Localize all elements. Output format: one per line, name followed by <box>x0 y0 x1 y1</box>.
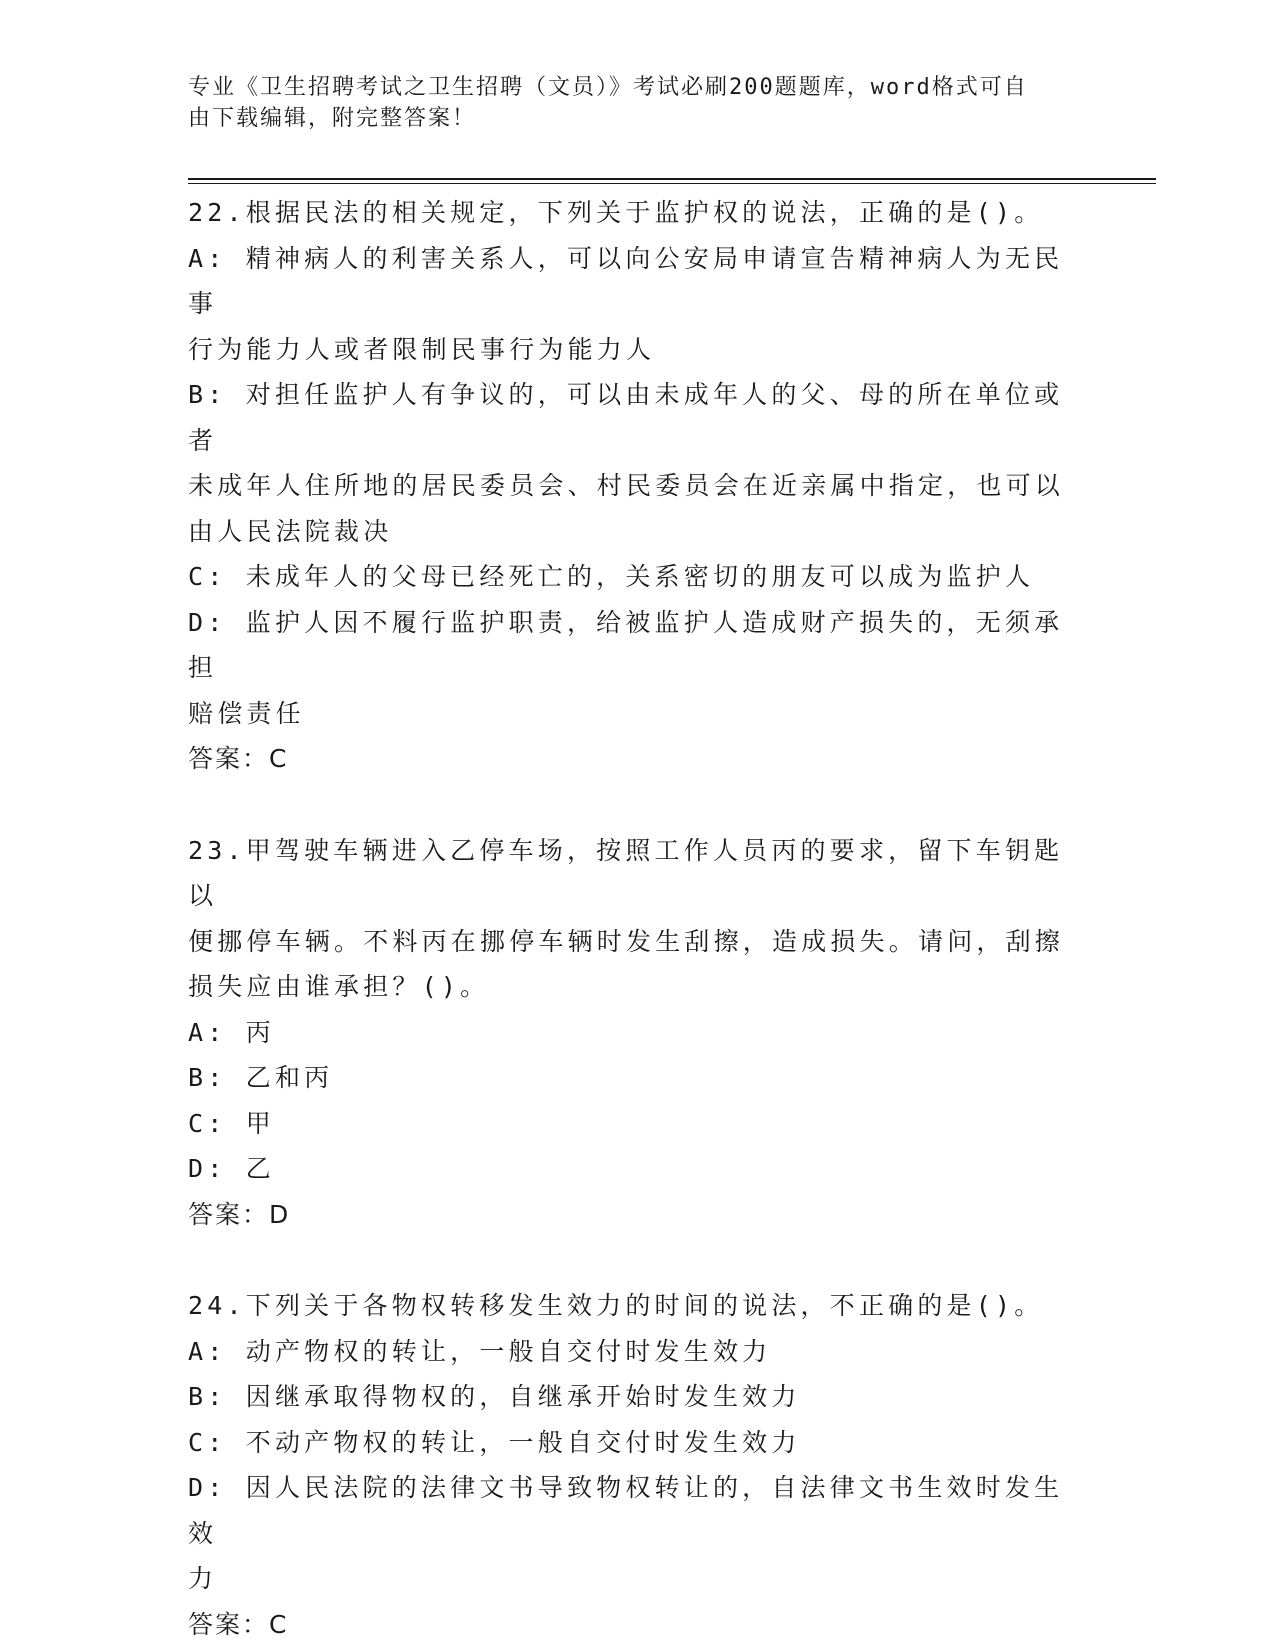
question-23 <box>188 828 1068 1238</box>
question-24 <box>188 1283 1068 1647</box>
spacer <box>188 1237 1068 1283</box>
header-line-2: 由下载编辑，附完整答案！ <box>188 106 477 131</box>
option-a: A: 动产物权的转让，一般自交付时发生效力 <box>188 1336 772 1366</box>
option-b-cont: 未成年人住所地的居民委员会、村民委员会在近亲属中指定，也可以 <box>188 471 1065 500</box>
option-b: B: 对担任监护人有争议的，可以由未成年人的父、母的所在单位或者 <box>188 380 1064 455</box>
option-b: B: 因继承取得物权的，自继承开始时发生效力 <box>188 1382 801 1411</box>
option-b-cont: 由人民法院裁决 <box>188 516 393 546</box>
option-d: D: 监护人因不履行监护职责，给被监护人造成财产损失的，无须承担 <box>188 607 1064 682</box>
answer-label: 答案：C <box>188 744 289 773</box>
question-stem: 22.根据民法的相关规定，下列关于监护权的说法，正确的是()。 <box>188 198 1044 227</box>
question-stem: 23.甲驾驶车辆进入乙停车场，按照工作人员丙的要求，留下车钥匙以 <box>188 835 1064 910</box>
question-22 <box>188 190 1068 782</box>
option-d-cont: 力 <box>188 1564 218 1593</box>
option-d: D: 乙 <box>188 1154 275 1183</box>
option-c: C: 未成年人的父母已经死亡的，关系密切的朋友可以成为监护人 <box>188 562 1035 591</box>
option-b: B: 乙和丙 <box>188 1063 334 1092</box>
header-divider-thin <box>188 183 1156 184</box>
option-d: D: 因人民法院的法律文书导致物权转让的，自法律文书生效时发生效 <box>188 1473 1064 1548</box>
answer-label: 答案：D <box>188 1199 291 1229</box>
option-d-cont: 赔偿责任 <box>188 698 305 728</box>
question-stem-cont: 便挪停车辆。不料丙在挪停车辆时发生刮擦，造成损失。请问，刮擦 <box>188 926 1065 956</box>
option-a: A: 丙 <box>188 1017 275 1047</box>
answer-label: 答案：C <box>188 1609 289 1639</box>
document-header <box>188 72 1068 134</box>
spacer <box>188 782 1068 828</box>
question-stem: 24.下列关于各物权转移发生效力的时间的说法，不正确的是()。 <box>188 1291 1044 1320</box>
option-a: A: 精神病人的利害关系人，可以向公安局申请宣告精神病人为无民事 <box>188 243 1064 318</box>
option-c: C: 不动产物权的转让，一般自交付时发生效力 <box>188 1427 801 1457</box>
header-divider <box>188 178 1156 180</box>
option-a-cont: 行为能力人或者限制民事行为能力人 <box>188 334 656 364</box>
question-stem-cont: 损失应由谁承担？()。 <box>188 972 490 1001</box>
question-list <box>188 190 1068 1647</box>
option-c: C: 甲 <box>188 1108 275 1138</box>
header-line-1: 专业《卫生招聘考试之卫生招聘（文员）》考试必刷200题题库，word格式可自 <box>188 75 1028 100</box>
